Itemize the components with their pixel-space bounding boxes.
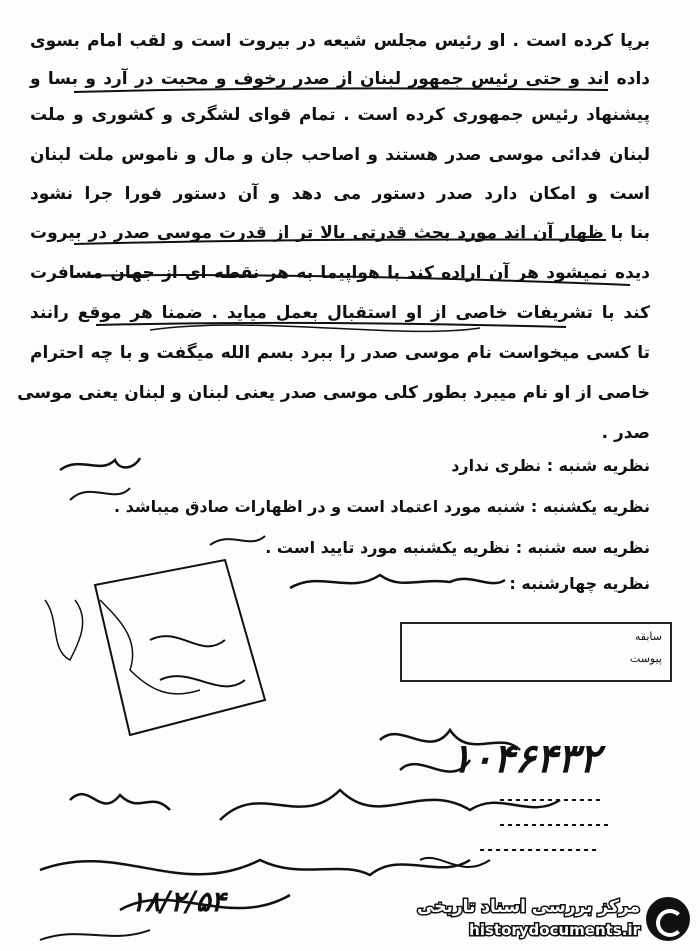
scribble-mark: [150, 325, 480, 331]
opinion-line: نظریه شنبه : نظری ندارد: [451, 456, 650, 475]
opinion-line: نظریه سه شنبه : نظریه یکشنبه مورد تایید است .: [265, 538, 650, 557]
body-line: خاصی از او نام میبرد بطور کلی موسی صدر یعنی لبنان و لبنان یعنی موسی: [17, 383, 650, 403]
signature-mark: [70, 488, 130, 500]
underline-mark: [74, 88, 608, 92]
stamp-label: سابقه: [634, 630, 662, 643]
body-line: دیده نمیشود هر آن اراده کند با هواپیما به هر نقطه ای از جهان مسافرت: [30, 263, 650, 283]
body-line: است و امکان دارد صدر دستور می دهد و آن دستور فورا جرا نشود: [30, 184, 650, 204]
watermark-url: historydocuments.ir: [469, 921, 640, 939]
watermark-title: مرکز بررسی اسناد تاریخی: [417, 897, 640, 917]
body-line: تا کسی میخواست نام موسی صدر را ببرد بسم الله میگفت و با چه احترام: [30, 343, 650, 363]
underline-mark: [96, 323, 566, 327]
archive-logo-icon: [646, 897, 690, 941]
body-line: برپا کرده است . او رئیس مجلس شیعه در بیروت است و لقب امام بسوی: [30, 31, 650, 51]
handwritten-date: ۱۸/۲/۵۴: [130, 885, 226, 918]
underline-mark: [74, 275, 630, 285]
opinion-line: نظریه چهارشنبه :: [509, 574, 650, 593]
registry-stamp: [400, 622, 672, 682]
stamp-label: پیوست: [629, 652, 662, 665]
body-line: بنا با ظهار آن اند مورد بحث قدرتی بالا تر از قدرت موسی صدر در بیروت: [30, 223, 650, 243]
body-line: پیشنهاد رئیس جمهوری کرده است . تمام قوای لشگری و کشوری و ملت: [30, 105, 650, 125]
body-line: کند با تشریفات خاصی از او استقبال بعمل میاید . ضمنا هر موقع رانند: [30, 303, 650, 323]
body-line: داده اند و حتی رئیس جمهور لبنان از صدر رخوف و محبت در آرد و بسا و: [30, 69, 650, 89]
opinion-line: نظریه یکشنبه : شنبه مورد اعتماد است و در اظهارات صادق میباشد .: [113, 497, 650, 516]
handwriting-mark: [220, 790, 560, 820]
handwriting-mark: [290, 575, 505, 588]
body-line: لبنان فدائی موسی صدر هستند و اصاحب جان و مال و ناموس ملت لبنان: [30, 145, 650, 165]
underline-mark: [74, 240, 606, 245]
registration-number: ۱۰۴۶۴۳۲: [450, 735, 601, 782]
stamp-outline: [95, 560, 265, 735]
signature-mark: [60, 458, 140, 470]
signature-mark: [210, 536, 265, 545]
watermark: [390, 895, 690, 945]
body-line: صدر .: [601, 423, 650, 443]
